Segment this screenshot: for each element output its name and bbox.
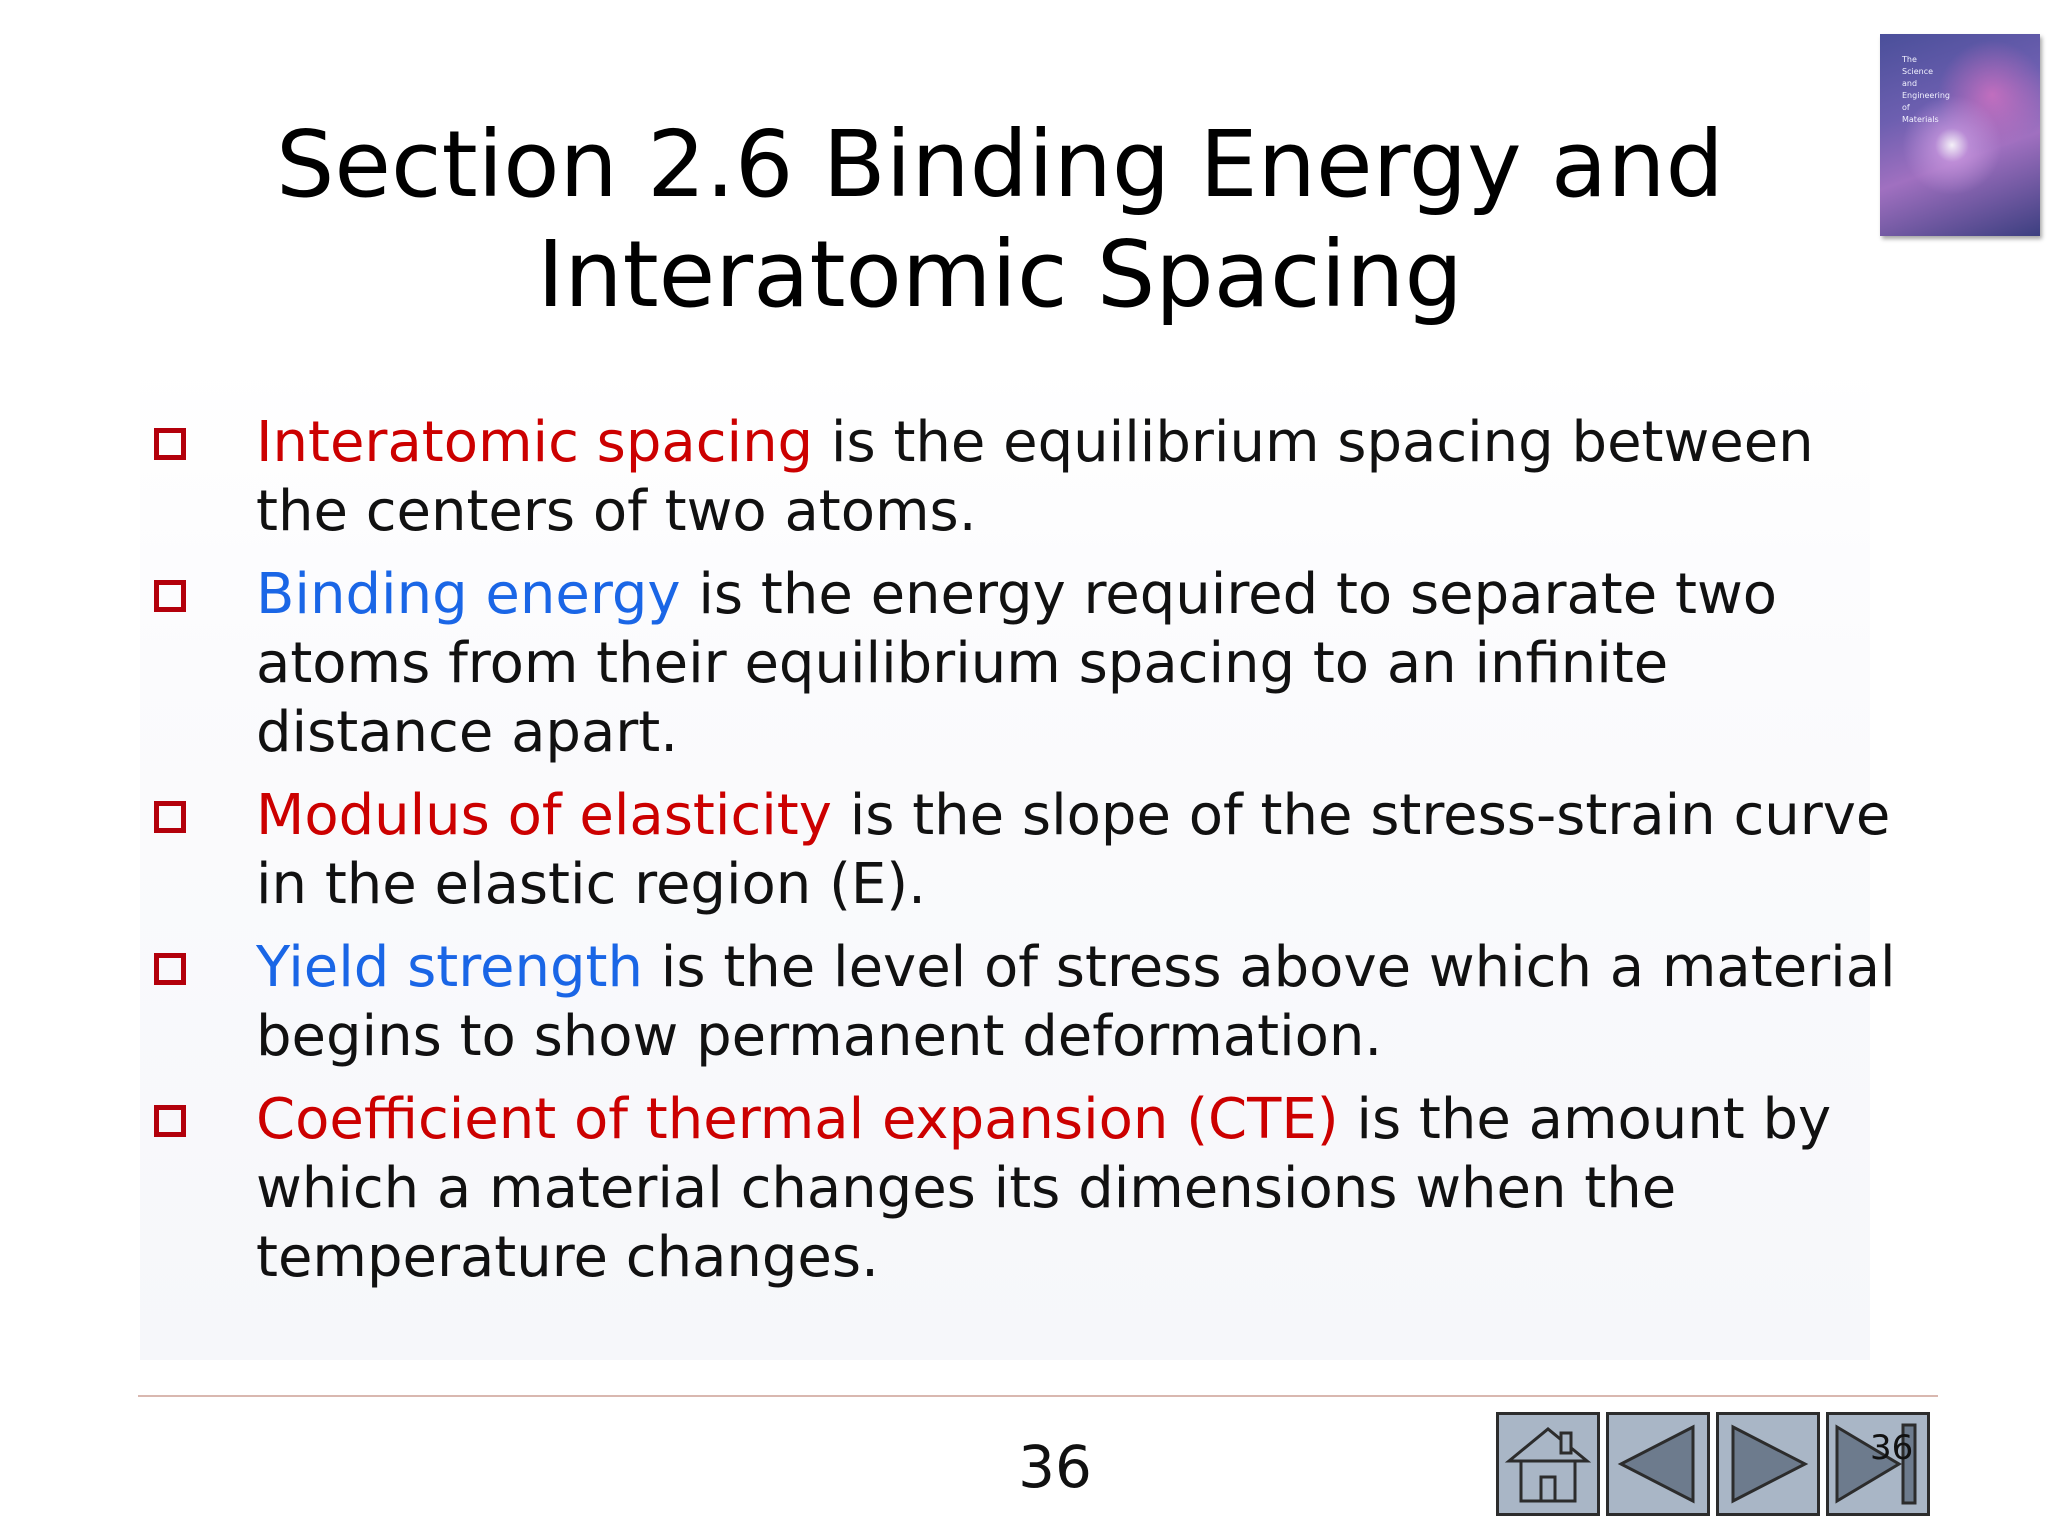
bullet-item-cte [150, 1085, 1910, 1292]
definition-text: is the energy required to separate two atoms from their equilibrium spacing to an infinite distance apart. [256, 562, 1778, 765]
slide-title-line-1: Section 2.6 Binding Energy and [276, 111, 1724, 218]
home-icon [1499, 1415, 1597, 1513]
next-icon [1719, 1415, 1817, 1513]
term-yield-strength: Yield strength [256, 935, 643, 1000]
page-number: 36 [1018, 1433, 1092, 1501]
previous-icon [1609, 1415, 1707, 1513]
bullet-item-binding-energy [150, 560, 1910, 767]
home-button[interactable] [1496, 1412, 1600, 1516]
footer-divider [138, 1395, 1938, 1397]
term-binding-energy: Binding energy [256, 562, 681, 627]
book-cover-thumbnail [1880, 34, 2040, 236]
previous-slide-button[interactable] [1606, 1412, 1710, 1516]
bullet-item-yield-strength [150, 933, 1910, 1071]
definition-text: is the equilibrium spacing between the centers of two atoms. [256, 410, 1814, 544]
term-cte: Coefficient of thermal expansion (CTE) [256, 1087, 1339, 1152]
bullet-checkbox-icon [154, 953, 186, 985]
definition-text: is the amount by which a material changes its dimensions when the temperature changes. [256, 1087, 1832, 1290]
term-modulus-of-elasticity: Modulus of elasticity [256, 783, 832, 848]
bullet-list [150, 408, 1910, 1306]
bullet-item-interatomic-spacing [150, 408, 1910, 546]
bullet-checkbox-icon [154, 428, 186, 460]
definition-text: is the level of stress above which a material begins to show permanent deformation. [256, 935, 1896, 1069]
bullet-checkbox-icon [154, 801, 186, 833]
bullet-checkbox-icon [154, 580, 186, 612]
slide-title [150, 110, 1850, 330]
nav-page-number: 36 [1870, 1428, 1914, 1468]
bullet-checkbox-icon [154, 1105, 186, 1137]
book-cover-text: The Science and Engineering of Materials [1902, 55, 1950, 124]
bullet-item-modulus-of-elasticity [150, 781, 1910, 919]
definition-text: is the slope of the stress-strain curve in the elastic region (E). [256, 783, 1891, 917]
slide-title-line-2: Interatomic Spacing [537, 221, 1463, 328]
next-slide-button[interactable] [1716, 1412, 1820, 1516]
term-interatomic-spacing: Interatomic spacing [256, 410, 814, 475]
